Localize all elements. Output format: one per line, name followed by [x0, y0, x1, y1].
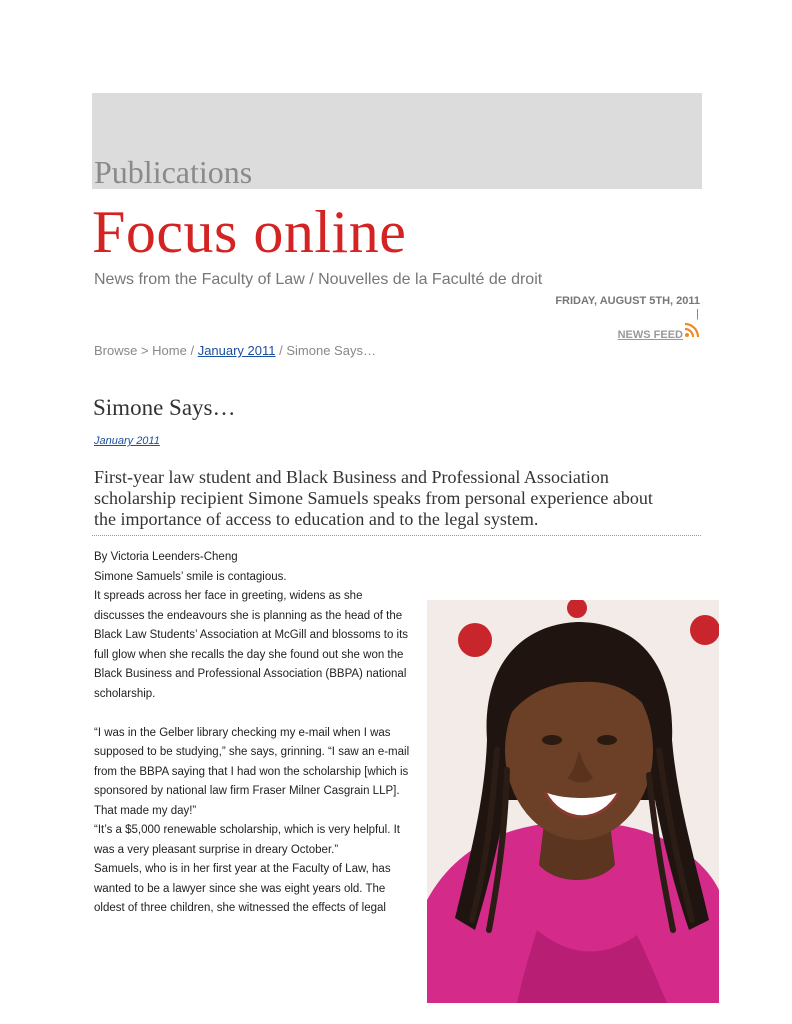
body-line: scholarship.: [94, 687, 156, 700]
portrait-illustration: [427, 600, 719, 1003]
rss-icon[interactable]: [684, 322, 700, 338]
body-line: oldest of three children, she witnessed the effects of legal: [94, 902, 386, 914]
news-feed-label[interactable]: NEWS FEED: [617, 329, 683, 341]
site-title[interactable]: Focus online: [92, 199, 407, 265]
body-line: That made my day!”: [94, 804, 197, 817]
breadcrumb-prefix: Browse > Home /: [94, 343, 198, 358]
lede-line: First-year law student and Black Business and Professional Association: [94, 467, 609, 487]
current-date: FRIDAY, AUGUST 5TH, 2011: [555, 295, 700, 307]
body-line: “It’s a $5,000 renewable scholarship, which is very helpful. It: [94, 824, 400, 836]
lede-line: scholarship recipient Simone Samuels speaks from personal experience about: [94, 488, 653, 508]
body-line: Black Law Students’ Association at McGill and blossoms to its: [94, 629, 409, 641]
body-line: full glow when she recalls the day she found out she won the: [94, 648, 404, 661]
body-line: Black Business and Professional Association (BBPA) national: [94, 668, 407, 680]
portrait-photo: [427, 600, 719, 1003]
date-separator: |: [696, 308, 699, 320]
body-line: “I was in the Gelber library checking my e-mail when I was: [94, 726, 391, 739]
article-date-link[interactable]: January 2011: [94, 435, 160, 447]
site-tagline: News from the Faculty of Law / Nouvelles de la Faculté de droit: [94, 271, 543, 288]
body-line: Samuels, who is in her first year at the Faculty of Law, has: [94, 863, 391, 875]
body-line: sponsored by national law firm Fraser Milner Casgrain LLP].: [94, 785, 400, 797]
article-title: Simone Says…: [93, 395, 236, 420]
paragraph-gap: [94, 704, 424, 724]
body-line: It spreads across her face in greeting, widens as she: [94, 590, 363, 602]
breadcrumb: [94, 342, 376, 360]
section-label: Publications: [94, 154, 253, 190]
body-line: discusses the endeavours she is planning as the head of the: [94, 609, 403, 622]
lede-divider: [92, 535, 701, 536]
body-line: from the BBPA saying that I had won the scholarship [which is: [94, 765, 409, 778]
lede-line: the importance of access to education and to the legal system.: [94, 509, 539, 529]
body-line: Simone Samuels’ smile is contagious.: [94, 570, 287, 583]
news-feed-link[interactable]: [618, 318, 700, 342]
byline: By Victoria Leenders-Cheng: [94, 551, 238, 563]
breadcrumb-current: / Simone Says…: [275, 343, 376, 358]
body-line: was a very pleasant surprise in dreary October.”: [94, 843, 339, 856]
body-line: wanted to be a lawyer since she was eight years old. The: [94, 882, 386, 895]
body-line: supposed to be studying,” she says, grinning. “I saw an e-mail: [94, 746, 410, 758]
article-lede: [94, 467, 704, 530]
breadcrumb-link-january-2011[interactable]: January 2011: [197, 343, 276, 358]
article-body: [94, 548, 424, 919]
